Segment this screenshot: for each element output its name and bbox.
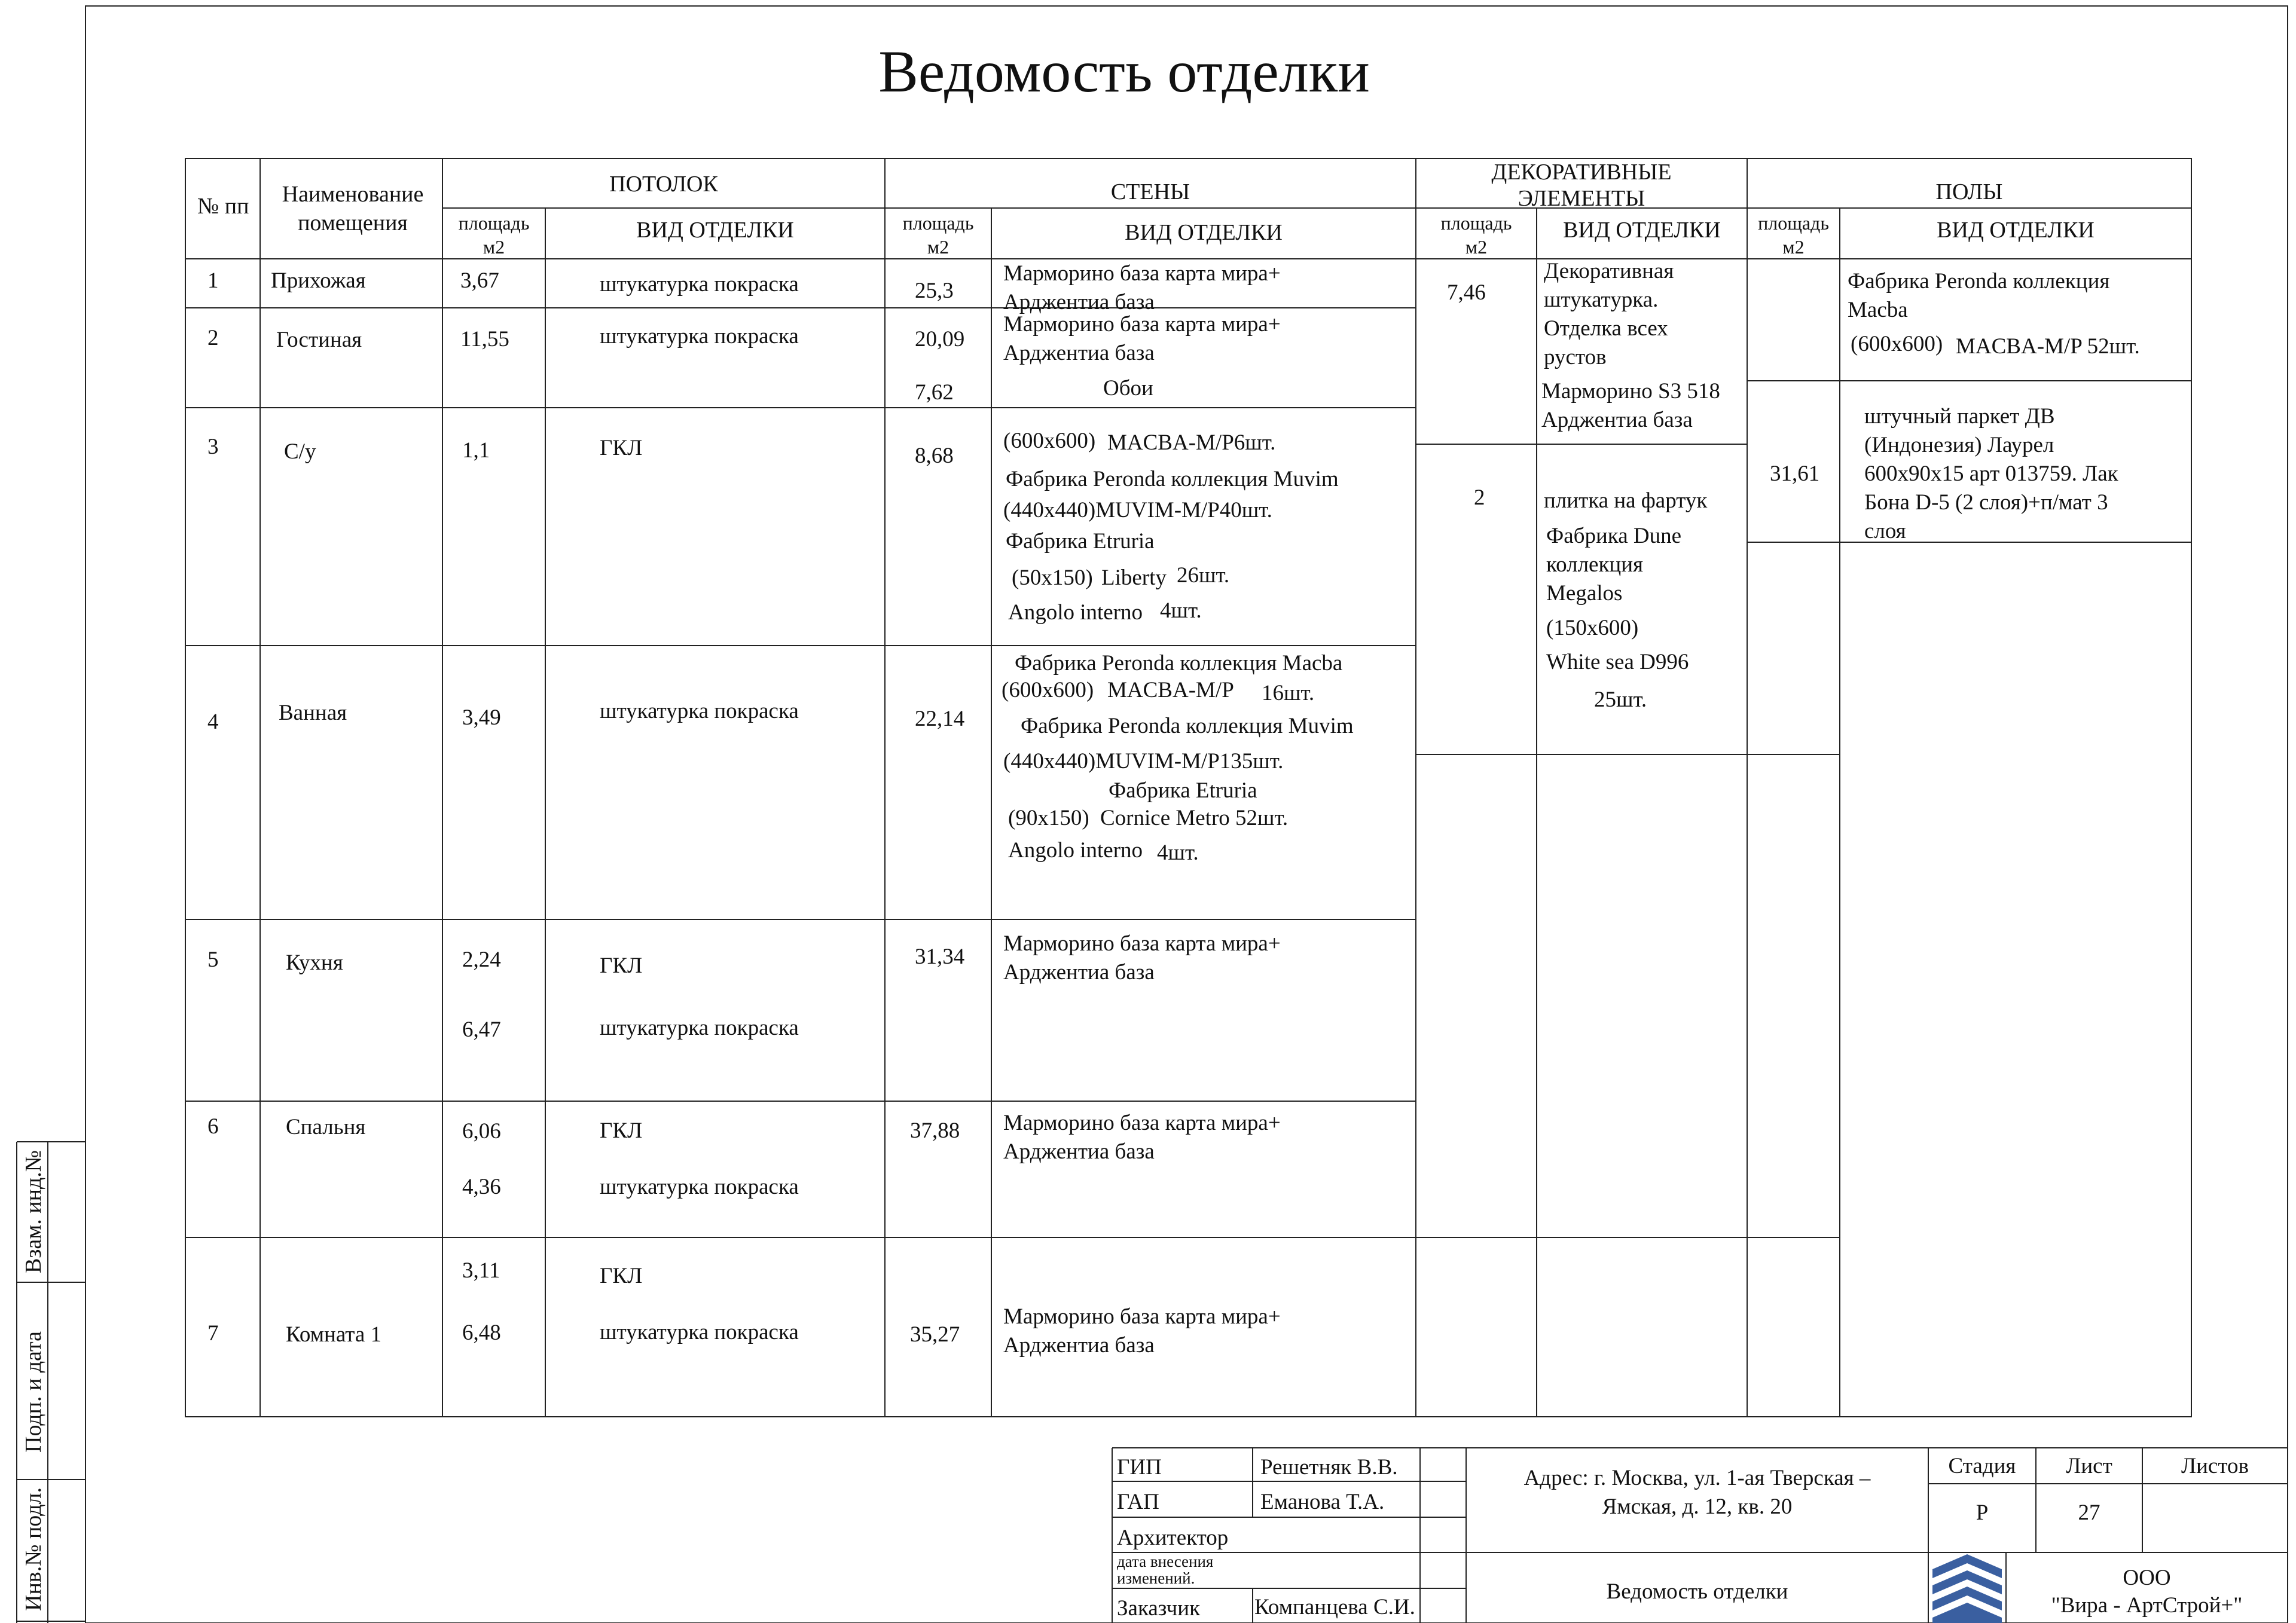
row-1-ceiling-area: 3,67	[460, 268, 499, 293]
row-5-ceiling-finish-1: ГКЛ	[600, 953, 643, 978]
stamp-role-change-date-2: изменений.	[1117, 1569, 1195, 1587]
floor-finish-label: ВИД ОТДЕЛКИ	[1937, 218, 2095, 243]
row-7-num: 7	[207, 1321, 219, 1346]
decor-area-label-2: м2	[1465, 236, 1488, 258]
wall-area-label-2: м2	[927, 236, 949, 258]
row-3-wall-finish-7: Liberty	[1101, 566, 1167, 590]
floor-area-label-1: площадь	[1758, 212, 1829, 234]
floor-2-area: 31,61	[1770, 461, 1820, 486]
row-7-wall-area: 35,27	[910, 1322, 960, 1347]
stamp-role-gap: ГАП	[1117, 1490, 1159, 1514]
row-2-wall-finish-1: Марморино база карта мира+	[1003, 312, 1281, 337]
stamp-sheets-label: Листов	[2181, 1454, 2249, 1478]
row-7-room: Комната 1	[286, 1322, 382, 1347]
row-4-wall-finish-10: Angolo interno	[1008, 838, 1143, 863]
row-7-wall-finish-2: Арджентиа база	[1003, 1333, 1155, 1358]
row-3-wall-finish-2: MACBA-M/P6шт.	[1107, 430, 1276, 455]
decor-2-line-5: (150x600)	[1546, 616, 1639, 640]
row-4-wall-finish-3: MACBA-M/P	[1107, 678, 1234, 702]
row-2-ceiling-finish: штукатурка покраска	[600, 324, 799, 349]
row-6-wall-finish-1: Марморино база карта мира+	[1003, 1111, 1281, 1135]
row-3-wall-finish-1: (600x600)	[1003, 429, 1096, 453]
row-5-room: Кухня	[286, 950, 343, 975]
row-1-wall-finish-1: Марморино база карта мира+	[1003, 261, 1281, 286]
floor-1-line-4: MACBA-M/P 52шт.	[1956, 334, 2140, 359]
stamp-stage-value: Р	[1976, 1500, 1989, 1525]
row-2-wall-finish-2: Арджентиа база	[1003, 341, 1155, 365]
side-label-signature: Подп. и дата	[21, 1331, 46, 1453]
row-4-wall-finish-1: Фабрика Peronda коллекция Macba	[1015, 651, 1343, 676]
wall-area-label-1: площадь	[902, 212, 974, 234]
row-3-num: 3	[207, 435, 219, 459]
row-5-num: 5	[207, 947, 219, 972]
row-6-ceiling-area-2: 4,36	[462, 1175, 501, 1199]
decor-1-area: 7,46	[1447, 280, 1486, 305]
header-walls: СТЕНЫ	[1110, 179, 1190, 204]
page-title: Ведомость отделки	[878, 38, 1370, 105]
floor-2-line-5: слоя	[1864, 519, 1906, 543]
decor-1-line-2: штукатурка.	[1544, 288, 1659, 312]
decor-1-line-4: рустов	[1544, 345, 1607, 369]
row-2-wall-finish-3: Обои	[1103, 376, 1153, 401]
row-6-room: Спальня	[286, 1115, 366, 1139]
row-3-ceiling-area: 1,1	[462, 438, 490, 463]
row-5-ceiling-area-1: 2,24	[462, 947, 501, 972]
row-3-wall-finish-6: (50x150)	[1012, 566, 1093, 590]
row-4-wall-area: 22,14	[915, 707, 965, 731]
row-3-wall-finish-8: 26шт.	[1177, 563, 1230, 588]
header-num: № пп	[197, 194, 249, 219]
row-3-ceiling-finish: ГКЛ	[600, 436, 643, 460]
row-4-wall-finish-9: Cornice Metro 52шт.	[1100, 806, 1289, 830]
floor-1-line-2: Macba	[1848, 298, 1908, 322]
row-4-wall-finish-6: (440x440)MUVIM-M/P135шт.	[1003, 749, 1284, 774]
stamp-name-customer: Компанцева С.И.	[1254, 1595, 1415, 1619]
row-5-ceiling-area-2: 6,47	[462, 1017, 501, 1042]
row-3-wall-finish-4: (440x440)MUVIM-M/P40шт.	[1003, 498, 1272, 522]
row-5-wall-area: 31,34	[915, 945, 965, 969]
ceiling-finish-label: ВИД ОТДЕЛКИ	[636, 218, 794, 243]
decor-2-line-3: коллекция	[1546, 552, 1644, 577]
row-2-room: Гостиная	[276, 328, 362, 352]
floor-2-line-4: Бона D-5 (2 слоя)+п/мат 3	[1864, 490, 2108, 515]
row-7-ceiling-area-1: 3,11	[462, 1258, 500, 1283]
row-6-ceiling-area-1: 6,06	[462, 1119, 501, 1144]
row-6-ceiling-finish-1: ГКЛ	[600, 1118, 643, 1143]
row-4-wall-finish-2: (600x600)	[1002, 678, 1094, 702]
row-5-wall-finish-1: Марморино база карта мира+	[1003, 931, 1281, 956]
stamp-name-gap: Еманова Т.А.	[1260, 1490, 1385, 1514]
row-6-ceiling-finish-2: штукатурка покраска	[600, 1175, 799, 1199]
row-1-wall-finish-2: Арджентиа база	[1003, 290, 1155, 314]
stamp-doc-title: Ведомость отделки	[1606, 1579, 1788, 1604]
row-4-num: 4	[207, 710, 219, 734]
row-5-ceiling-finish-2: штукатурка покраска	[600, 1016, 799, 1040]
decor-2-line-6: White sea D996	[1546, 650, 1689, 674]
stamp-company-1: ООО	[2123, 1566, 2171, 1590]
row-2-num: 2	[207, 326, 219, 350]
row-6-wall-area: 37,88	[910, 1118, 960, 1143]
row-6-wall-finish-2: Арджентиа база	[1003, 1139, 1155, 1164]
company-logo-icon	[1932, 1554, 2002, 1623]
row-4-wall-finish-8: (90x150)	[1008, 806, 1089, 830]
row-3-wall-finish-3: Фабрика Peronda коллекция Muvim	[1006, 467, 1339, 491]
header-ceiling: ПОТОЛОК	[609, 172, 718, 197]
row-2-wall-area-1: 20,09	[915, 327, 965, 352]
row-4-room: Ванная	[279, 701, 347, 725]
ceiling-area-label-1: площадь	[458, 212, 530, 234]
row-1-wall-area: 25,3	[915, 279, 954, 303]
row-3-room: С/у	[284, 439, 316, 464]
decor-1-line-6: Арджентиа база	[1541, 408, 1693, 432]
stamp-role-customer: Заказчик	[1117, 1596, 1201, 1621]
decor-area-label-1: площадь	[1440, 212, 1512, 234]
row-5-wall-finish-2: Арджентиа база	[1003, 960, 1155, 985]
header-floors: ПОЛЫ	[1935, 179, 2003, 204]
row-6-num: 6	[207, 1114, 219, 1139]
row-4-wall-finish-5: Фабрика Peronda коллекция Muvim	[1021, 714, 1354, 738]
row-4-ceiling-finish: штукатурка покраска	[600, 699, 799, 723]
decor-1-line-3: Отделка всех	[1544, 316, 1668, 341]
side-label-replacement: Взам. инд.№	[21, 1150, 46, 1273]
stamp-stage-label: Стадия	[1948, 1454, 2016, 1478]
ceiling-area-label-2: м2	[483, 236, 505, 258]
decor-2-line-7: 25шт.	[1594, 687, 1647, 712]
row-7-ceiling-area-2: 6,48	[462, 1321, 501, 1345]
floor-2-line-2: (Индонезия) Лаурел	[1864, 433, 2054, 457]
decor-2-line-4: Megalos	[1546, 581, 1623, 606]
stamp-address-2: Ямская, д. 12, кв. 20	[1602, 1494, 1793, 1519]
row-1-room: Прихожая	[271, 268, 366, 293]
side-label-inventory: Инв.№ подл.	[21, 1487, 46, 1611]
decor-1-line-5: Марморино S3 518	[1541, 379, 1720, 404]
floor-2-line-1: штучный паркет ДВ	[1864, 404, 2055, 429]
decor-2-line-2: Фабрика Dune	[1546, 524, 1682, 548]
decor-1-line-1: Декоративная	[1544, 259, 1674, 283]
stamp-address-1: Адрес: г. Москва, ул. 1-ая Тверская –	[1523, 1466, 1871, 1490]
row-4-wall-finish-7: Фабрика Etruria	[1109, 778, 1257, 803]
row-4-wall-finish-4: 16шт.	[1262, 681, 1315, 705]
header-decor-line1: ДЕКОРАТИВНЫЕ	[1491, 160, 1672, 185]
row-7-wall-finish-1: Марморино база карта мира+	[1003, 1304, 1281, 1329]
row-3-wall-finish-9: Angolo interno	[1008, 600, 1143, 625]
floor-2-line-3: 600x90x15 арт 013759. Лак	[1864, 461, 2118, 486]
floor-1-line-1: Фабрика Peronda коллекция	[1848, 269, 2110, 294]
row-3-wall-finish-5: Фабрика Etruria	[1006, 529, 1155, 554]
row-3-wall-area: 8,68	[915, 444, 954, 468]
row-4-wall-finish-11: 4шт.	[1157, 840, 1199, 865]
stamp-company-2: "Вира - АртСтрой+"	[2051, 1593, 2243, 1618]
row-1-ceiling-finish: штукатурка покраска	[600, 272, 799, 297]
stamp-role-gip: ГИП	[1117, 1455, 1162, 1480]
row-3-wall-finish-10: 4шт.	[1160, 598, 1202, 623]
stamp-name-gip: Решетняк В.В.	[1260, 1455, 1398, 1480]
stamp-role-change-date-1: дата внесения	[1117, 1552, 1214, 1570]
stamp-sheet-value: 27	[2078, 1500, 2100, 1525]
header-room-line2: помещения	[298, 210, 408, 236]
decor-finish-label: ВИД ОТДЕЛКИ	[1563, 218, 1721, 243]
floor-area-label-2: м2	[1782, 236, 1805, 258]
row-7-ceiling-finish-2: штукатурка покраска	[600, 1320, 799, 1344]
stamp-sheet-label: Лист	[2066, 1454, 2112, 1478]
row-2-ceiling-area: 11,55	[460, 327, 509, 352]
floor-1-line-3: (600x600)	[1851, 332, 1943, 356]
wall-finish-label: ВИД ОТДЕЛКИ	[1125, 220, 1283, 245]
row-4-ceiling-area: 3,49	[462, 705, 501, 730]
row-7-ceiling-finish-1: ГКЛ	[600, 1264, 643, 1288]
stamp-role-architect: Архитектор	[1117, 1526, 1229, 1550]
header-decor-line2: ЭЛЕМЕНТЫ	[1518, 186, 1645, 211]
decor-2-line-1: плитка на фартук	[1544, 488, 1708, 513]
decor-2-area: 2	[1474, 485, 1485, 510]
header-room-line1: Наименование	[282, 182, 424, 207]
row-2-wall-area-2: 7,62	[915, 380, 954, 405]
row-1-num: 1	[207, 268, 219, 293]
